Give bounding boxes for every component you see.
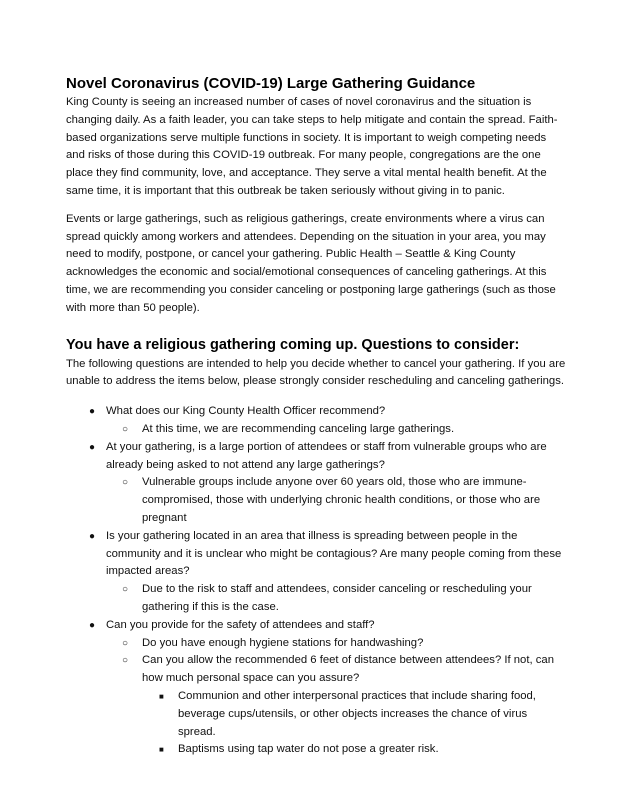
list-item bbox=[66, 617, 566, 759]
sub-item-text: Can you allow the recommended 6 feet of distance between attendees? If not, can how much personal space can you assure? bbox=[142, 654, 554, 685]
sub-item-text: Vulnerable groups include anyone over 60 years old, those who are immune-compromised, those with underlying chronic health conditions, or those who are pregnant bbox=[142, 476, 541, 524]
document-title: Novel Coronavirus (COVID-19) Large Gathering Guidance bbox=[66, 75, 476, 92]
sub-sub-list-item bbox=[142, 688, 566, 741]
circle-marker: ○ bbox=[122, 655, 129, 667]
question-text: At your gathering, is a large portion of attendees or staff from vulnerable groups who are already being asked to not attend any large gatherings? bbox=[106, 440, 547, 471]
sub-list-item bbox=[106, 474, 566, 527]
sub-item-text: At this time, we are recommending canceling large gatherings. bbox=[142, 422, 455, 435]
sub-sub-list-item bbox=[142, 741, 566, 759]
section-heading: You have a religious gathering coming up. Questions to consider: bbox=[66, 336, 520, 353]
list-item bbox=[66, 439, 566, 528]
questions-list bbox=[66, 403, 566, 759]
question-text: Is your gathering located in an area that illness is spreading between people in the community and it is unclear who might be contagious? Are many people coming from these impacted areas? bbox=[106, 529, 562, 578]
document-page bbox=[66, 74, 566, 759]
sub-sub-item-text: Baptisms using tap water do not pose a greater risk. bbox=[178, 743, 439, 756]
circle-marker: ○ bbox=[122, 637, 129, 649]
list-item bbox=[66, 403, 566, 439]
sub-sub-item-text: Communion and other interpersonal practices that include sharing food, beverage cups/utensils, or other objects increases the chance of virus spread. bbox=[178, 689, 536, 738]
bullet-marker: ● bbox=[89, 530, 96, 542]
intro-paragraph: Events or large gatherings, such as religious gatherings, create environments where a virus can spread quickly among workers and attendees. Depending on the situation in your area, you may need to modify, postpone, or cancel your gathering. Public Health – Seattle & King County acknowledges the economic and social/emotional consequences of canceling gatherings. At this time, we are recommending you consider canceling or postponing large gatherings (such as those with more than 50 people). bbox=[66, 212, 556, 314]
bullet-marker: ● bbox=[89, 441, 96, 453]
bullet-marker: ● bbox=[89, 406, 96, 418]
circle-marker: ○ bbox=[122, 423, 129, 435]
sub-item-text: Due to the risk to staff and attendees, consider canceling or rescheduling your gathering if this is the case. bbox=[142, 583, 532, 613]
sub-list-item bbox=[106, 581, 566, 617]
sub-list-item bbox=[106, 635, 566, 653]
intro-paragraph: King County is seeing an increased number of cases of novel coronavirus and the situation is changing daily. As a faith leader, you can take steps to help mitigate and contain the spread. Faith-based organizations serve multiple functions in society. It is important to weigh competing needs and risks of those during this COVID-19 outbreak. For many people, congregations are the one place they find community, love, and acceptance. They serve a vital mental health benefit. At the same time, it is important that this outbreak be taken seriously without giving in to panic. bbox=[66, 96, 558, 197]
circle-marker: ○ bbox=[122, 584, 129, 596]
question-text: What does our King County Health Officer recommend? bbox=[106, 405, 386, 418]
circle-marker: ○ bbox=[122, 477, 129, 489]
list-item bbox=[66, 528, 566, 617]
question-text: Can you provide for the safety of attendees and staff? bbox=[106, 618, 375, 631]
sub-item-text: Do you have enough hygiene stations for handwashing? bbox=[142, 636, 424, 649]
sub-list-item bbox=[106, 652, 566, 759]
bullet-marker: ● bbox=[89, 619, 96, 631]
square-marker: ■ bbox=[159, 691, 164, 701]
square-marker: ■ bbox=[159, 745, 164, 755]
sub-list-item bbox=[106, 421, 566, 439]
section-intro: The following questions are intended to help you decide whether to cancel your gathering. If you are unable to address the items below, please strongly consider rescheduling and canceling gatherings. bbox=[66, 357, 566, 388]
